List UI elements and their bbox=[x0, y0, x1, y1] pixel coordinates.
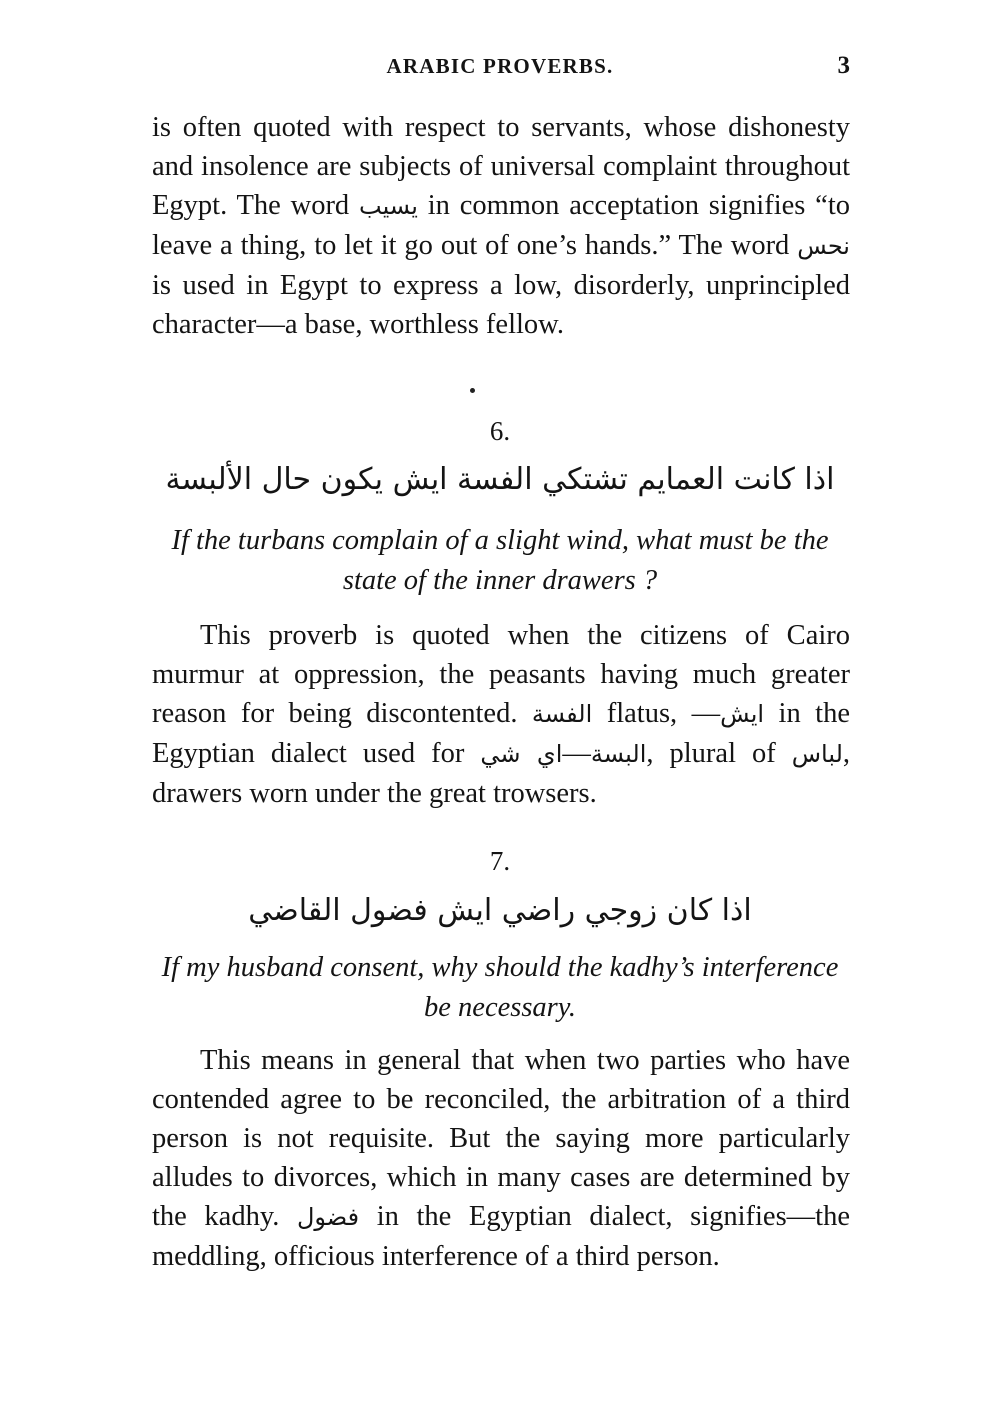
intro-text-a: is often quoted with respect to servants, whose dishonesty and insolence are subjects of universal complaint throughout Egypt. The word bbox=[152, 112, 850, 221]
intro-paragraph bbox=[152, 108, 850, 344]
intro-arabic-word-2: نحس bbox=[797, 232, 850, 260]
running-head bbox=[150, 52, 850, 82]
p6-arabic-word-4: البسة bbox=[590, 740, 647, 768]
p6-text-b: flatus, — bbox=[592, 698, 721, 729]
p6-text-e: , plural of bbox=[646, 738, 792, 769]
proverb-7-number: 7. bbox=[489, 846, 511, 876]
page-number: 3 bbox=[837, 52, 850, 79]
p6-text-c: in the Egyptian dialect used for bbox=[152, 698, 850, 769]
p6-arabic-word-3: اي شي bbox=[480, 740, 563, 768]
intro-text-c: is used in Egypt to express a low, disorderly, unprincipled character—a base, worthless fellow. bbox=[152, 270, 850, 340]
p7-text-b: in the Egyptian dialect, signifies—the meddling, officious interference of a third person. bbox=[152, 1201, 850, 1272]
running-title: ARABIC PROVERBS. bbox=[386, 54, 614, 78]
intro-arabic-word-1: يسيب bbox=[359, 192, 418, 220]
p6-arabic-word-1: الفسة bbox=[531, 700, 593, 728]
proverb-6-arabic: اذا كانت العمايم تشتكي الفسة ايش يكون حال الألبسة bbox=[165, 462, 835, 497]
proverb-7-commentary bbox=[152, 1041, 850, 1276]
proverb-7-translation: If my husband consent, why should the kadhy’s interference be necessary. bbox=[161, 952, 839, 1023]
p6-text-a: This proverb is quoted when the citizens of Cairo murmur at oppression, the peasants having much greater reason for being discontented. bbox=[152, 620, 850, 729]
p7-arabic-word-1: فضول bbox=[296, 1203, 360, 1231]
proverb-6-number: 6. bbox=[489, 416, 511, 446]
proverb-6-commentary bbox=[152, 616, 850, 813]
intro-text-b: in common acceptation signifies “to leave a thing, to let it go out of one’s hands.” The word bbox=[152, 190, 850, 261]
proverb-7-arabic: اذا كان زوجي راضي ايش فضول القاضي bbox=[248, 893, 752, 928]
p6-text-f: , drawers worn under the great trowsers. bbox=[152, 738, 851, 809]
p7-text-a: This means in general that when two parties who have contended agree to be reconciled, the arbitration of a third person is not requisite. But the saying more particularly alludes to divorces, which in many cases are determined by the kadhy. bbox=[152, 1045, 850, 1232]
section-dot bbox=[470, 388, 475, 393]
p6-arabic-word-2: ايش bbox=[720, 700, 765, 728]
proverb-6-translation: If the turbans complain of a slight wind, what must be the state of the inner drawers ? bbox=[171, 525, 829, 596]
p6-arabic-word-5: لباس bbox=[791, 740, 843, 768]
p6-text-d: — bbox=[562, 738, 591, 769]
